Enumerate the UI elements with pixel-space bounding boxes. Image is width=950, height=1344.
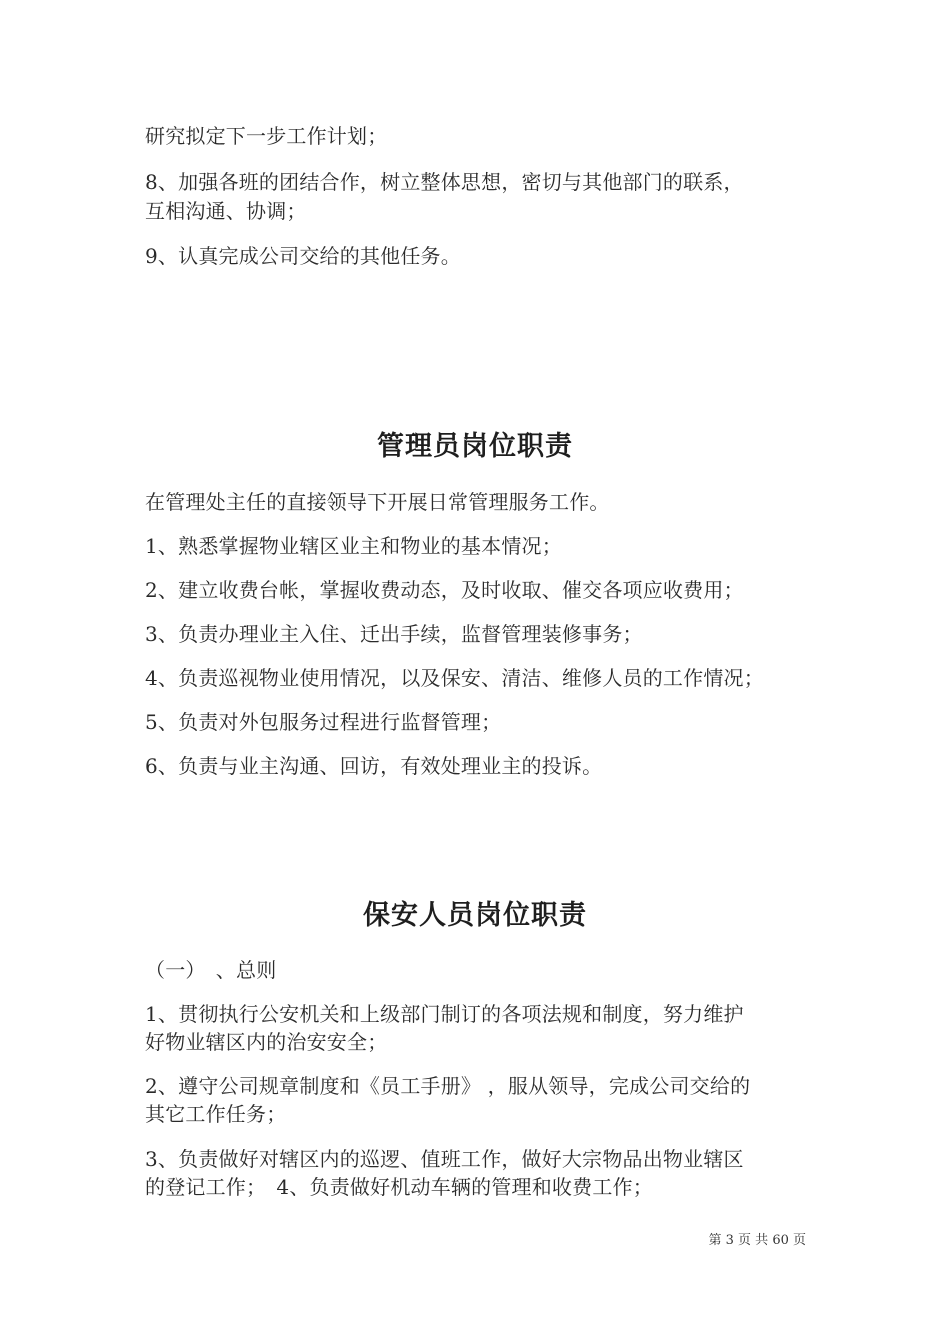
section-heading: 保安人员岗位职责 [363, 900, 587, 931]
list-item: 1、贯彻执行公安机关和上级部门制订的各项法规和制度，努力维护 [145, 1002, 744, 1026]
list-item-continuation: 好物业辖区内的治安安全； [145, 1030, 388, 1054]
list-item: 2、遵守公司规章制度和《员工手册》 ，服从领导，完成公司交给的 [145, 1074, 751, 1098]
section-intro: 在管理处主任的直接领导下开展日常管理服务工作。 [145, 490, 610, 514]
list-item: 5、负责对外包服务过程进行监督管理； [145, 710, 502, 734]
list-item: 3、负责办理业主入住、迁出手续，监督管理装修事务； [145, 622, 643, 646]
section-subheading: （一） 、总则 [145, 958, 277, 982]
list-item: 1、熟悉掌握物业辖区业主和物业的基本情况； [145, 534, 562, 558]
list-item: 4、负责巡视物业使用情况，以及保安、清洁、维修人员的工作情况； [145, 666, 764, 690]
list-item-continuation: 其它工作任务； [145, 1102, 287, 1126]
paragraph-line: 9、认真完成公司交给的其他任务。 [145, 244, 461, 268]
paragraph-line: 研究拟定下一步工作计划； [145, 124, 388, 148]
paragraph-line: 8、加强各班的团结合作，树立整体思想，密切与其他部门的联系， [145, 170, 744, 194]
page-number: 第 3 页 共 60 页 [708, 1233, 806, 1248]
section-heading: 管理员岗位职责 [377, 431, 573, 462]
list-item-continuation: 的登记工作； 4、负责做好机动车辆的管理和收费工作； [145, 1175, 653, 1199]
list-item: 2、建立收费台帐，掌握收费动态，及时收取、催交各项应收费用； [145, 578, 744, 602]
paragraph-line: 互相沟通、协调； [145, 199, 307, 223]
list-item: 3、负责做好对辖区内的巡逻、值班工作，做好大宗物品出物业辖区 [145, 1147, 744, 1171]
list-item: 6、负责与业主沟通、回访，有效处理业主的投诉。 [145, 754, 603, 778]
